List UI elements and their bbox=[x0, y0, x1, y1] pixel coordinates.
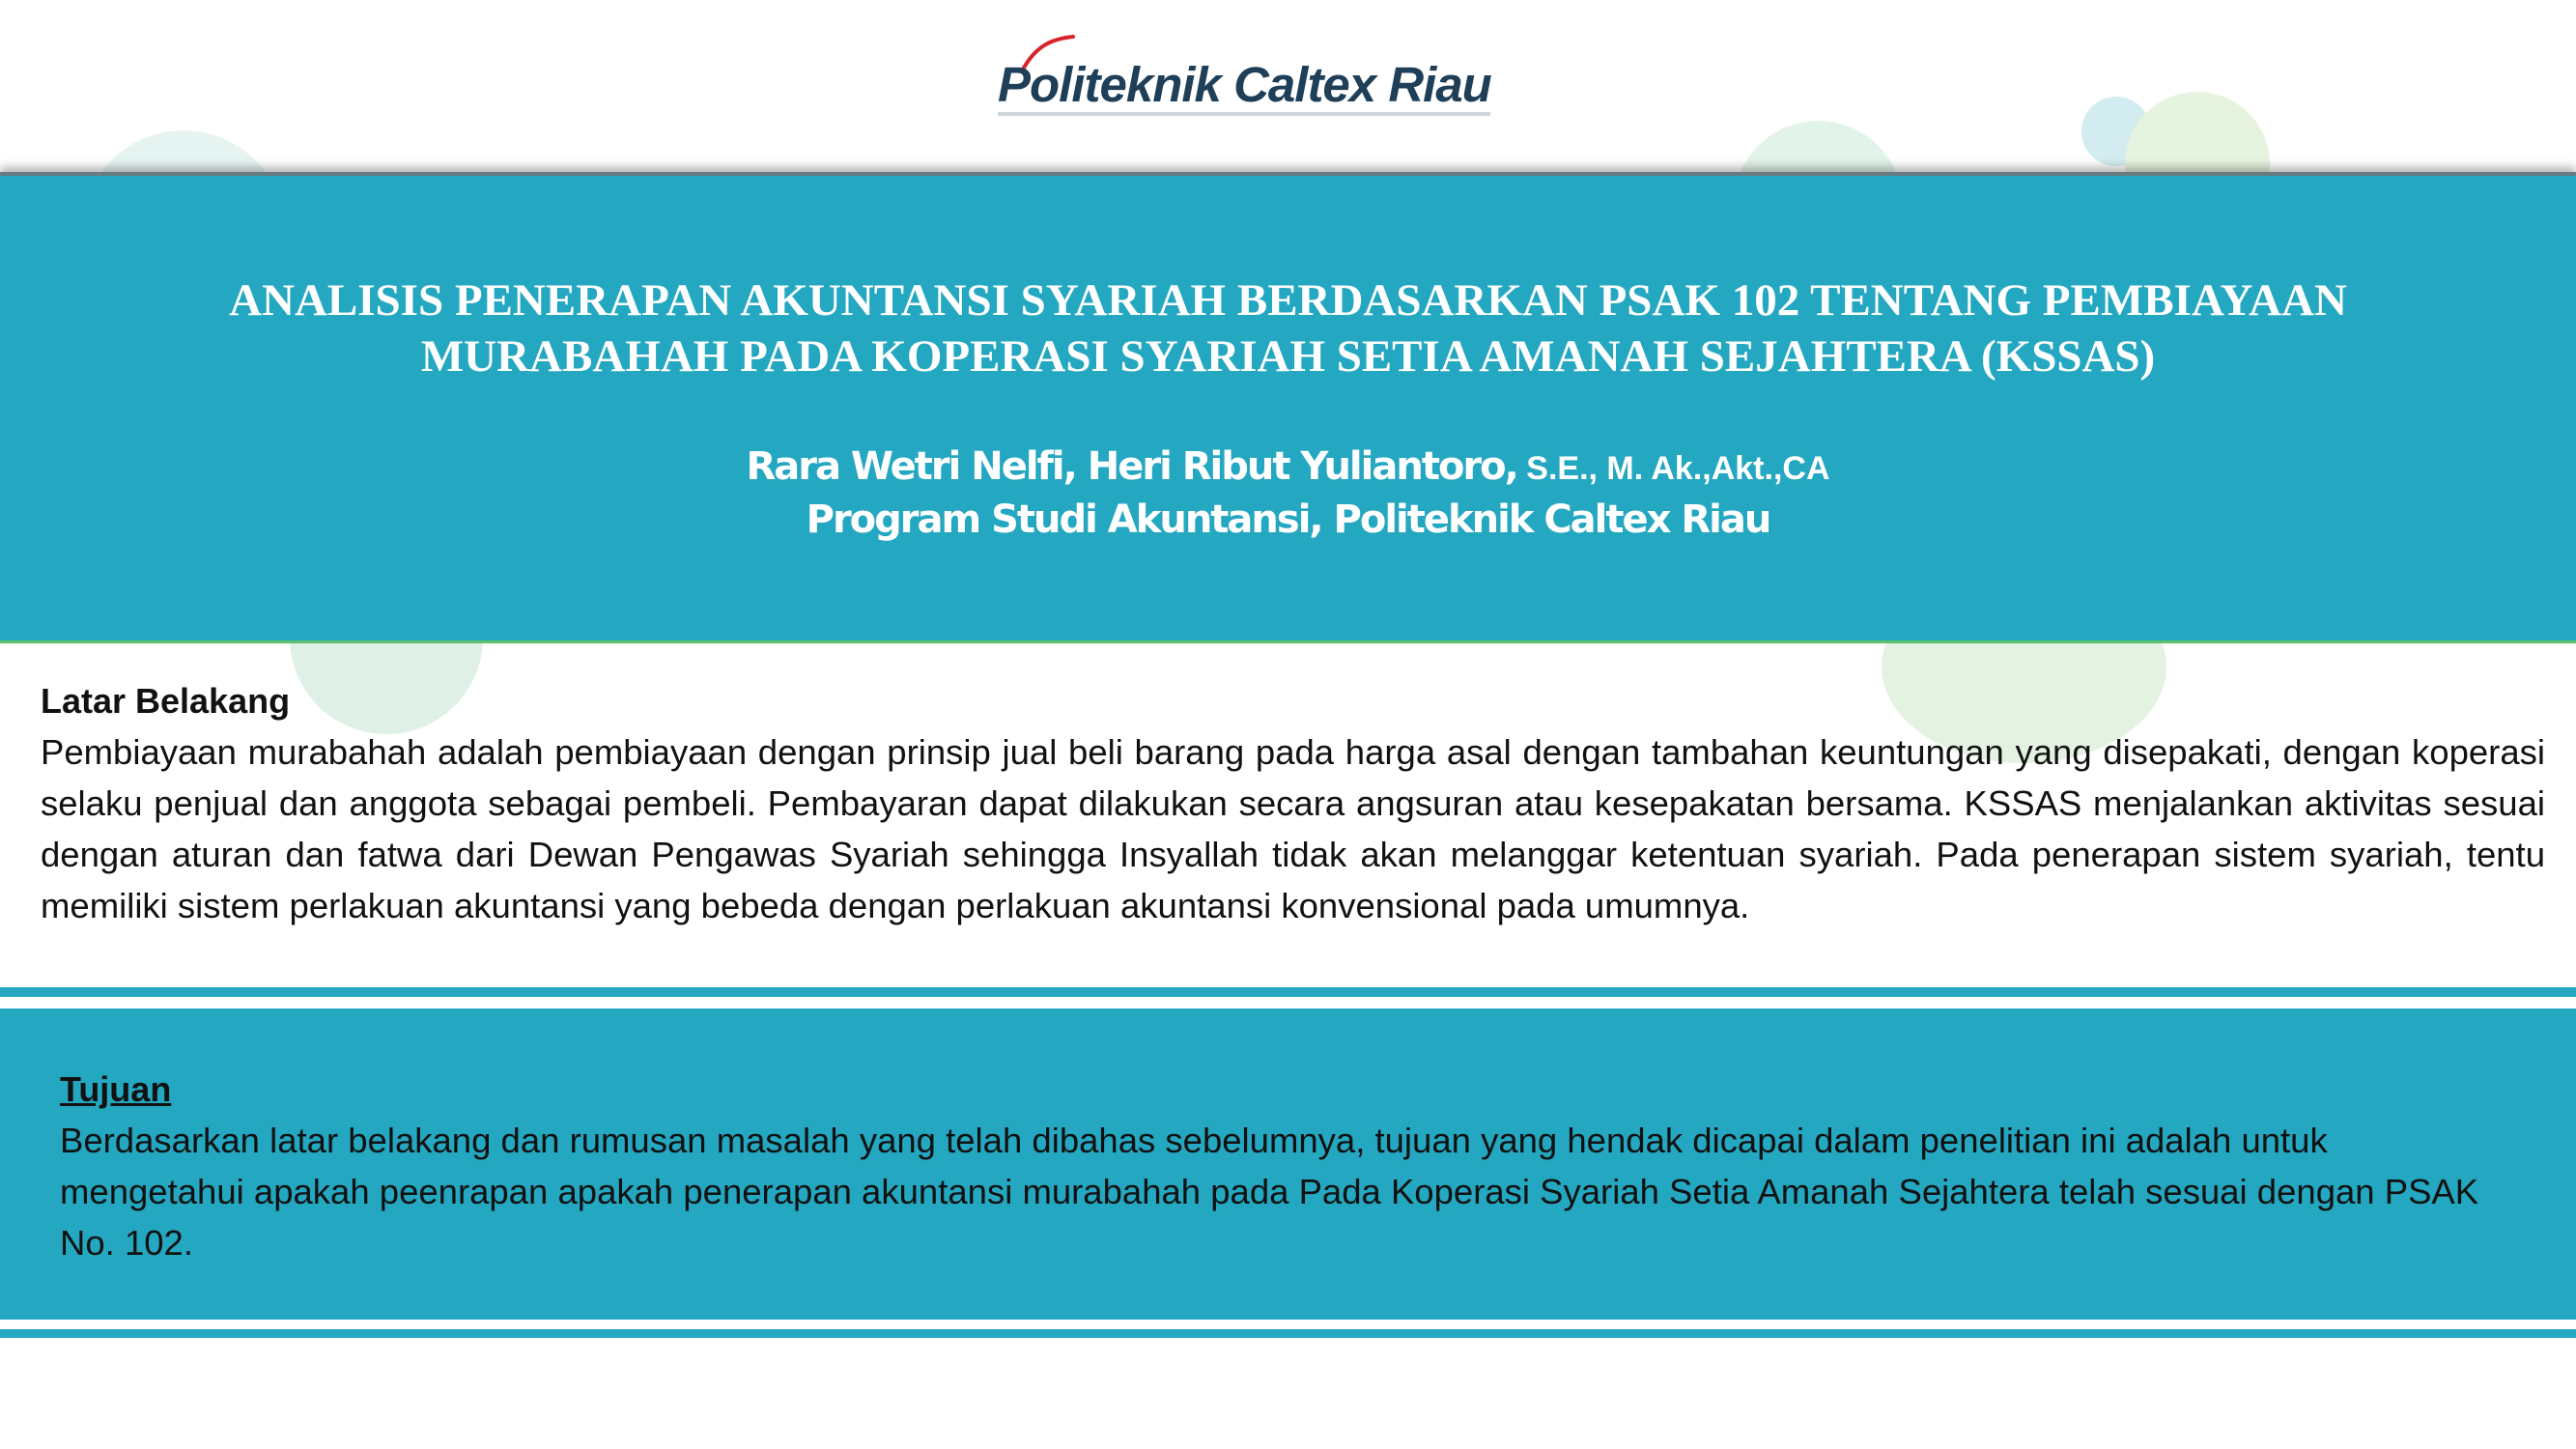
author-line bbox=[0, 444, 2576, 489]
title-line: MURABAHAH PADA KOPERASI SYARIAH SETIA AMANAH SEJAHTERA (KSSAS) bbox=[420, 331, 2156, 382]
institution-logo bbox=[998, 35, 1490, 120]
affiliation: Program Studi Akuntansi, Politeknik Caltex Riau bbox=[806, 497, 1770, 542]
divider bbox=[0, 1329, 2576, 1338]
section-body: Pembiayaan murabahah adalah pembiayaan dengan prinsip jual beli barang pada harga asal dengan tambahan keuntungan yang disepakati, dengan koperasi selaku penjual dan anggota sebagai pembeli. Pembayaran dapat dilakukan secara angsuran atau kesepakatan bersama. KSSAS menjalankan aktivitas sesuai dengan aturan dan fatwa dari Dewan Pengawas Syariah sehingga Insyallah tidak akan melanggar ketentuan syariah. Pada penerapan sistem syariah, tentu memiliki sistem perlakuan akuntansi yang bebeda dengan perlakuan akuntansi konvensional pada umumnya. bbox=[41, 732, 2545, 925]
title-line: ANALISIS PENERAPAN AKUNTANSI SYARIAH BERDASARKAN PSAK 102 TENTANG PEMBIAYAAN bbox=[229, 275, 2347, 326]
logo-text: Politeknik Caltex Riau bbox=[998, 57, 1491, 112]
purpose-section bbox=[0, 1009, 2576, 1320]
section-heading: Latar Belakang bbox=[41, 681, 291, 721]
purpose-content bbox=[60, 1065, 2494, 1268]
section-body: Berdasarkan latar belakang dan rumusan masalah yang telah dibahas sebelumnya, tujuan yang hendak dicapai dalam penelitian ini adalah untuk mengetahui apakah peenrapan apakah penerapan akuntansi murabahah pada Pada Koperasi Syariah Setia Amanah Sejahtera telah sesuai dengan PSAK No. 102. bbox=[60, 1121, 2479, 1263]
author-degrees: S.E., M. Ak.,Akt.,CA bbox=[1516, 450, 1830, 487]
logo-underline bbox=[998, 112, 1490, 116]
section-heading: Tujuan bbox=[60, 1069, 172, 1109]
divider bbox=[0, 987, 2576, 997]
author-names: Rara Wetri Nelfi, Heri Ribut Yuliantoro, bbox=[746, 444, 1517, 489]
background-section bbox=[41, 676, 2545, 931]
title-banner bbox=[0, 172, 2576, 643]
poster-title bbox=[58, 272, 2518, 384]
